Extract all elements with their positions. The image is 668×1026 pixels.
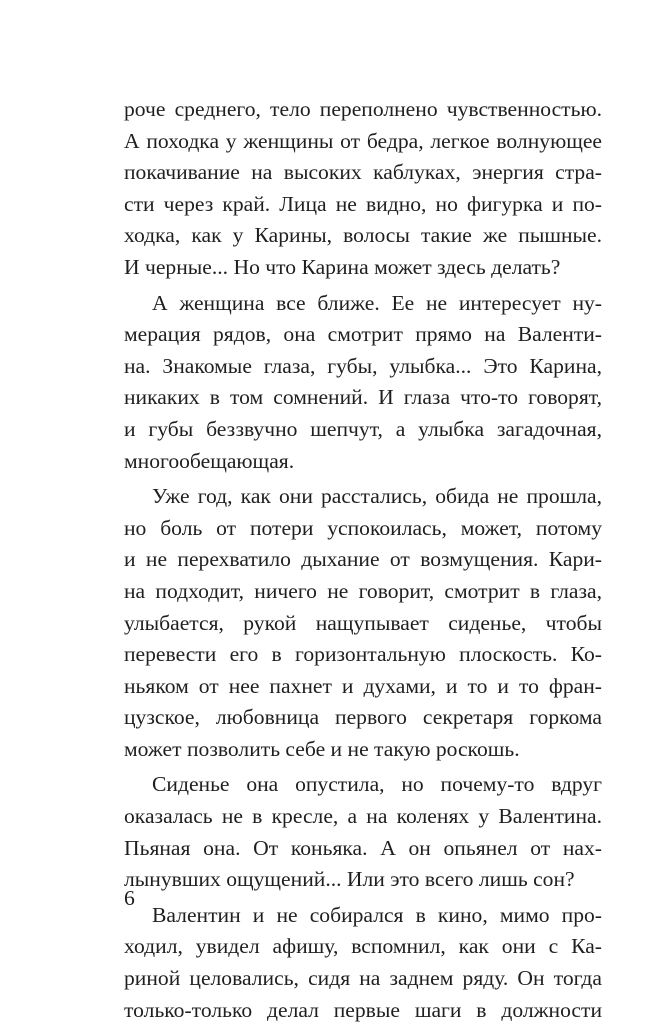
text-line: Пьяная она. От коньяка. А он опьянел от нах- xyxy=(124,835,602,860)
text-line: улыбается, рукой нащупывает сиденье, чтобы xyxy=(124,610,602,635)
paragraph xyxy=(124,288,602,478)
text-line: может позволить себе и не такую роскошь. xyxy=(124,736,520,761)
body-text xyxy=(124,94,602,1026)
text-line: никаких в том сомнений. И глаза что-то говорят, xyxy=(124,385,602,410)
page-number: 6 xyxy=(124,886,135,910)
text-line: перевести его в горизонтальную плоскость. Ко- xyxy=(124,642,602,667)
text-line: цузское, любовница первого секретаря горкома xyxy=(124,705,602,730)
text-line: А женщина все ближе. Ее не интересует ну- xyxy=(152,290,602,315)
text-line: роче среднего, тело переполнено чувственностью. xyxy=(124,97,602,121)
text-line: Сиденье она опустила, но почему-то вдруг xyxy=(152,772,602,797)
text-line: ходил, увидел афишу, вспомнил, как они с Ка- xyxy=(124,934,602,959)
text-line: и губы беззвучно шепчут, а улыбка загадочная, xyxy=(124,416,602,441)
text-line: только-только делал первые шаги в должности xyxy=(124,997,602,1022)
text-line: И черные... Но что Карина может здесь делать? xyxy=(124,254,561,279)
text-line: на. Знакомые глаза, губы, улыбка... Это Карина, xyxy=(124,353,602,378)
text-line: лынувших ощущений... Или это всего лишь сон? xyxy=(124,867,575,892)
text-line: покачивание на высоких каблуках, энергия стра- xyxy=(124,160,602,185)
text-line: оказалась не в кресле, а на коленях у Валентина. xyxy=(124,804,602,829)
text-line: риной целовались, сидя на заднем ряду. Он тогда xyxy=(124,966,602,991)
text-line: сти через край. Лица не видно, но фигурка и по- xyxy=(124,191,602,216)
text-line: но боль от потери успокоилась, может, потому xyxy=(124,515,602,540)
text-line: ходка, как у Карины, волосы такие же пышные. xyxy=(124,223,602,248)
text-line: Валентин и не собирался в кино, мимо про- xyxy=(152,902,602,927)
text-line: А походка у женщины от бедра, легкое волнующее xyxy=(124,128,602,153)
paragraph xyxy=(124,94,602,284)
text-line: многообещающая. xyxy=(124,448,295,473)
paragraph xyxy=(124,769,602,895)
text-line: Уже год, как они расстались, обида не прошла, xyxy=(152,484,602,509)
text-line: и не перехватило дыхание от возмущения. Кари- xyxy=(124,547,602,572)
text-line: мерация рядов, она смотрит прямо на Валенти- xyxy=(124,322,602,347)
text-line: ньяком от нее пахнет и духами, и то и то фран- xyxy=(124,673,602,698)
paragraph xyxy=(124,900,602,1026)
paragraph xyxy=(124,481,602,765)
text-line: на подходит, ничего не говорит, смотрит в глаза, xyxy=(124,578,602,603)
